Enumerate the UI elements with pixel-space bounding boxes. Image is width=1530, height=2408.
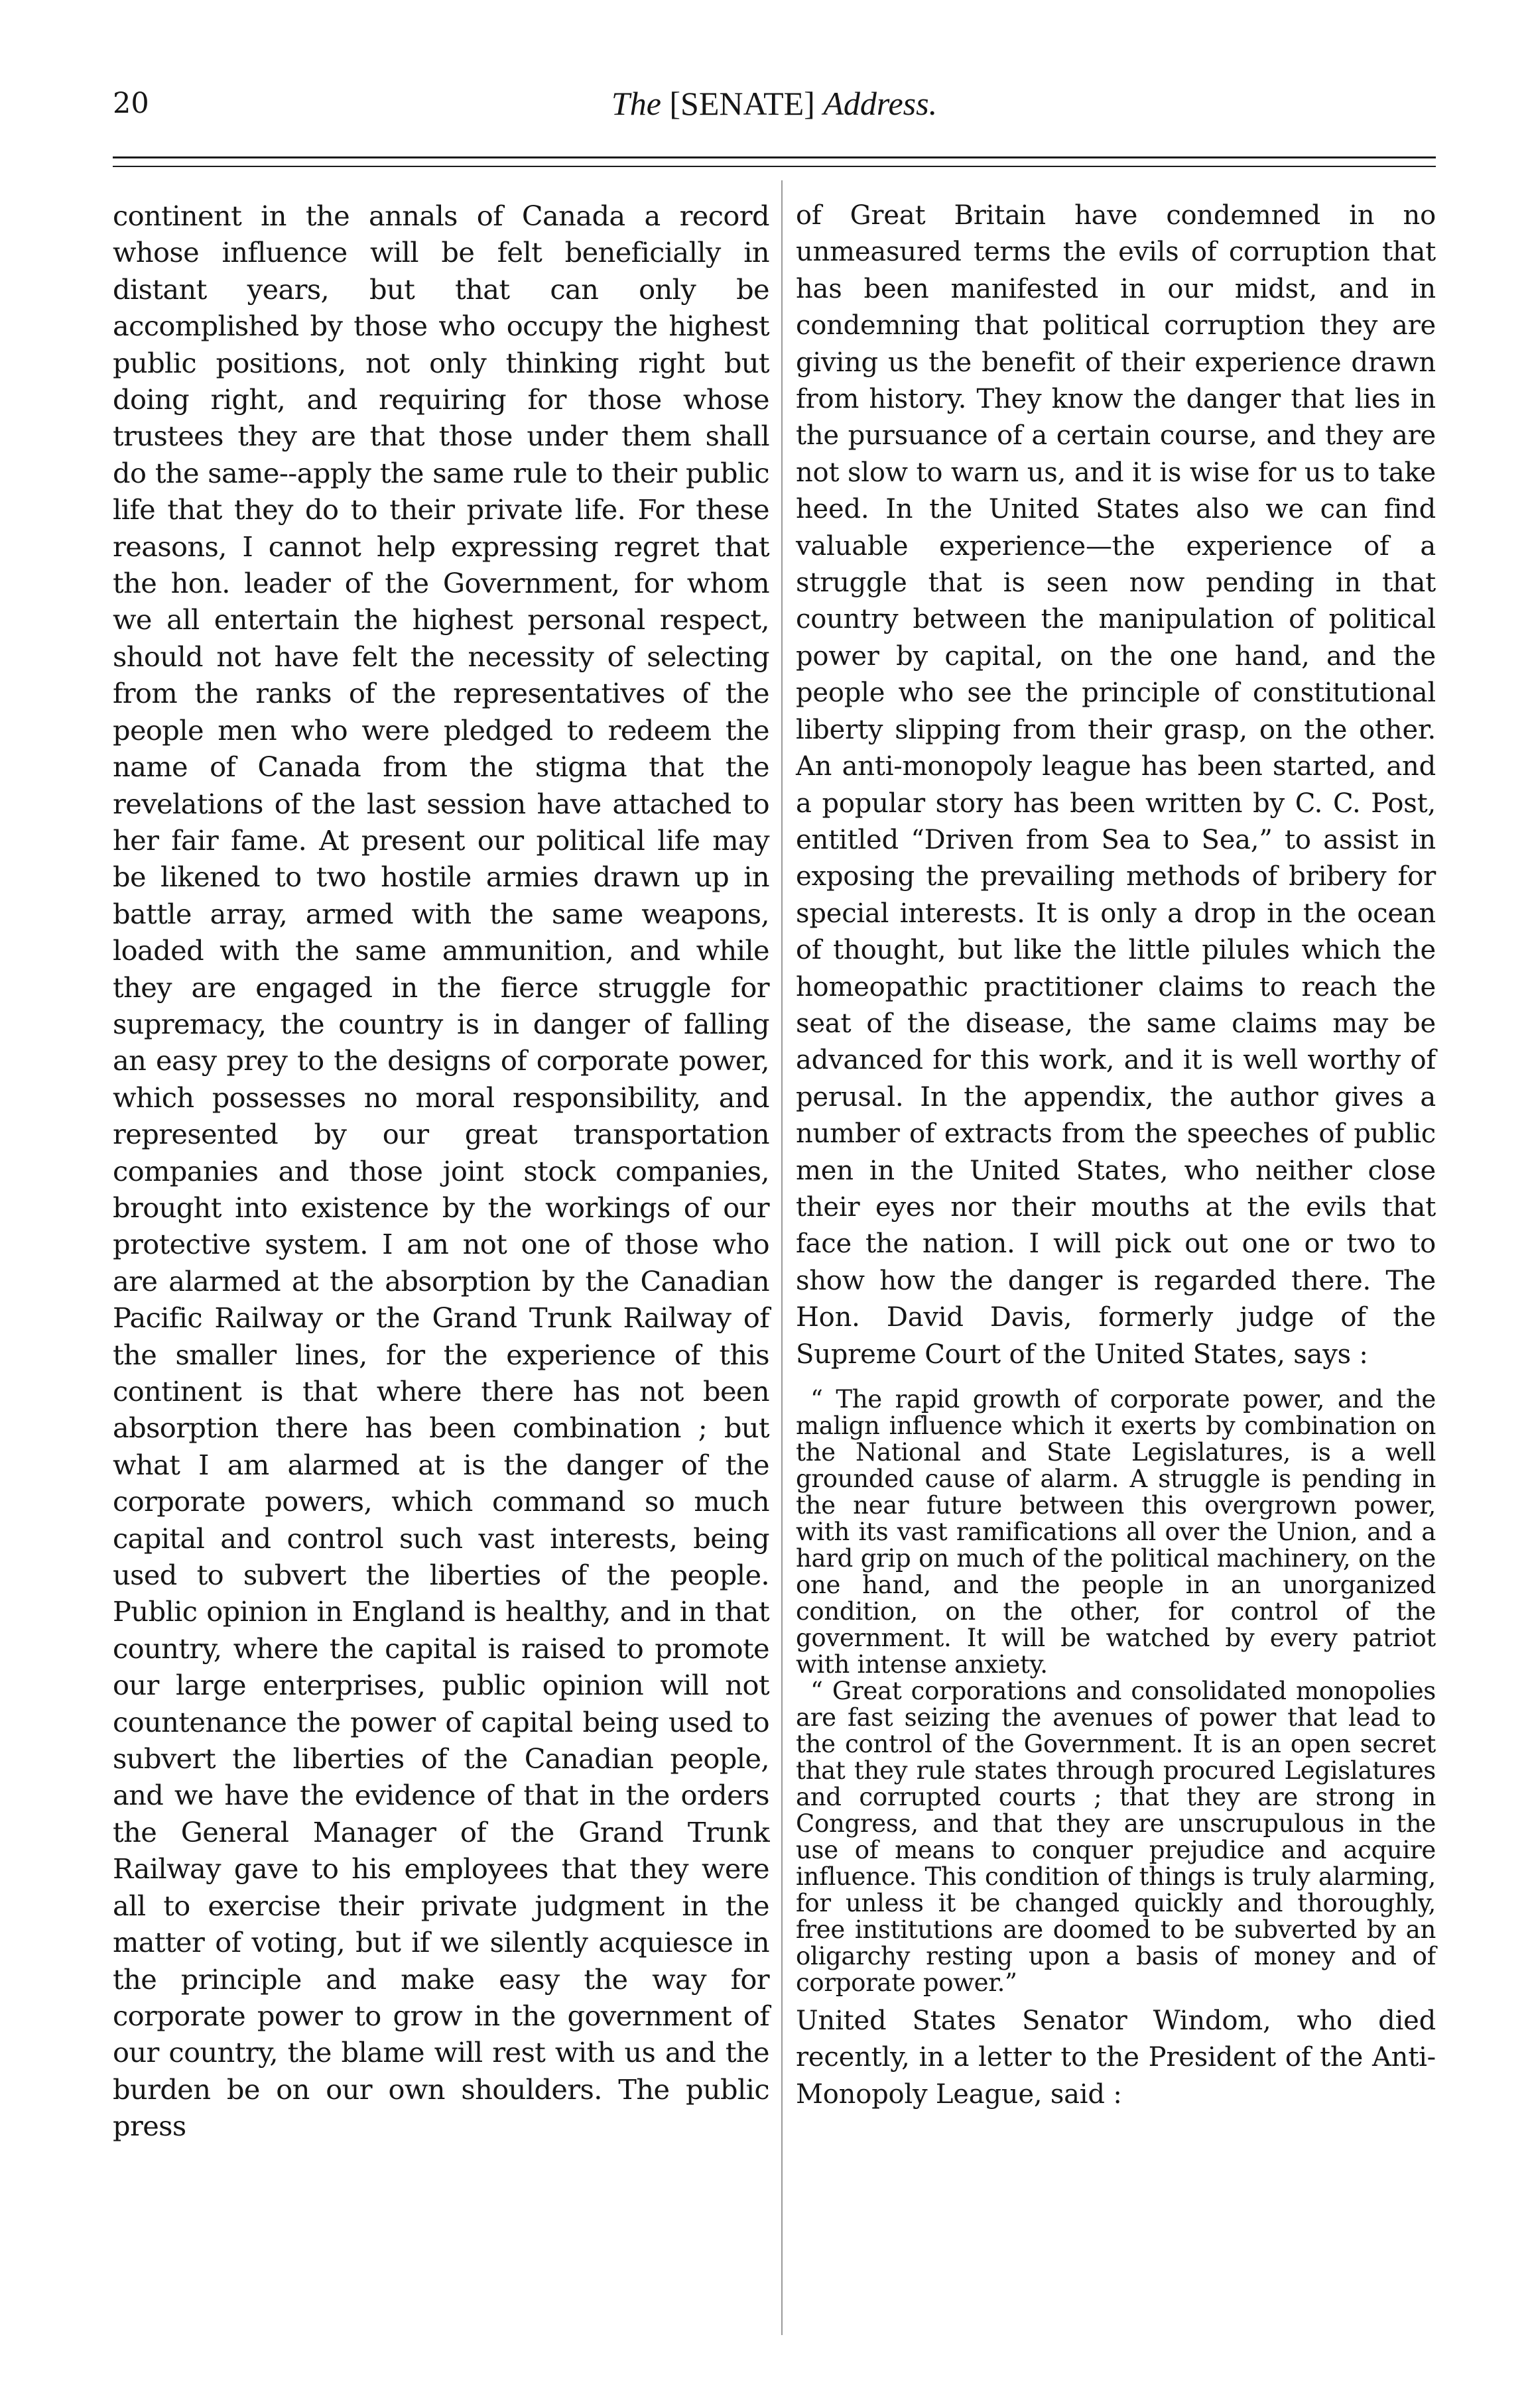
running-head-chamber: [SENATE]	[669, 85, 815, 122]
quotation-davis-1: “ The rapid growth of corporate power, and the malign influence which it exerts by combination on the National and State Legislatures, is a well grounded cause of alarm. A struggle is pending in the near future between this overgrown power, with its vast ramifications all over the Union, and a hard grip on much of the political machinery, on the one hand, and the people in an unorganized condition, on the other, for control of the government. It will be watched by every patriot with intense anxiety.	[796, 1385, 1436, 1679]
column-divider	[781, 180, 783, 2335]
quotation-block	[796, 1386, 1436, 1996]
page-header	[113, 84, 1436, 123]
running-head-prefix: The	[611, 85, 661, 122]
header-rule-thick	[113, 156, 1436, 158]
left-column	[113, 198, 769, 2145]
left-column-paragraph: continent in the annals of Canada a record whose influence will be felt beneficially in distant years, but that can only be accomplished by those who occupy the highest public positions, not only thinking right but doing right, and requiring for those whose trustees they are that those under them shall do the same--apply the same rule to their public life that they do to their private life. For these reasons, I cannot help expressing regret that the hon. leader of the Government, for whom we all entertain the highest personal respect, should not have felt the necessity of selecting from the ranks of the representatives of the people men who were pledged to redeem the name of Canada from the stigma that the revelations of the last session have attached to her fair fame. At present our political life may be likened to two hostile armies drawn up in battle array, armed with the same weapons, loaded with the same ammunition, and while they are engaged in the fierce struggle for supremacy, the country is in danger of falling an easy prey to the designs of corporate power, which possesses no moral responsibility, and represented by our great transportation companies and those joint stock companies, brought into existence by the workings of our protective system. I am not one of those who are alarmed at the absorption by the Canadian Pacific Railway or the Grand Trunk Railway of the smaller lines, for the experience of this continent is that where there has not been absorption there has been combination ; but what I am alarmed at is the danger of the corporate powers, which command so much capital and control such vast interests, being used to subvert the liberties of the people. Public opinion in England is healthy, and in that country, where the capital is raised to promote our large enterprises, public opinion will not countenance the power of capital being used to subvert the liberties of the Canadian people, and we have the evidence of that in the orders the General Manager of the Grand Trunk Railway gave to his employees that they were all to exercise their private judgment in the matter of voting, but if we silently acquiesce in the principle and make easy the way for corporate power to grow in the government of our country, the blame will rest with us and the burden be on our own shoulders. The public press	[113, 200, 769, 2143]
quotation-davis-2: “ Great corporations and consolidated monopolies are fast seizing the avenues of power that lead to the control of the Government. It is an open secret that they rule states through procured Legislatures and corrupted courts ; that they are strong in Congress, and that they are unscrupulous in the use of means to conquer prejudice and acquire influence. This condition of things is truly alarming, for unless it be changed quickly and thoroughly, free institutions are doomed to be subverted by an oligarchy resting upon a basis of money and of corporate power.”	[796, 1677, 1436, 1997]
right-column-paragraph-1: of Great Britain have condemned in no unmeasured terms the evils of corruption that has been manifested in our midst, and in condemning that political corruption they are giving us the benefit of their experience drawn from history. They know the danger that lies in the pursuance of a certain course, and they are not slow to warn us, and it is wise for us to take heed. In the United States also we can find valuable experience—the experience of a struggle that is seen now pending in that country between the manipulation of political power by capital, on the one hand, and the people who see the principle of constitutional liberty slipping from their grasp, on the other. An anti-monopoly league has been started, and a popular story has been written by C. C. Post, entitled “Driven from Sea to Sea,” to assist in exposing the prevailing methods of bribery for special interests. It is only a drop in the ocean of thought, but like the little pilules which the homeopathic practitioner claims to reach the seat of the disease, the same claims may be advanced for this work, and it is well worthy of perusal. In the appendix, the author gives a number of extracts from the speeches of public men in the United States, who neither close their eyes nor their mouths at the evils that face the nation. I will pick out one or two to show how the danger is regarded there. The Hon. David Davis, formerly judge of the Supreme Court of the United States, says :	[796, 200, 1436, 1370]
running-head-suffix: Address.	[823, 85, 938, 122]
right-column-paragraph-2: United States Senator Windom, who died recently, in a letter to the President of the Anti-Monopoly League, said :	[796, 2006, 1436, 2110]
header-rule-thin	[113, 166, 1436, 167]
running-head	[113, 84, 1436, 123]
right-column	[796, 198, 1436, 2113]
page-number: 20	[113, 87, 149, 120]
